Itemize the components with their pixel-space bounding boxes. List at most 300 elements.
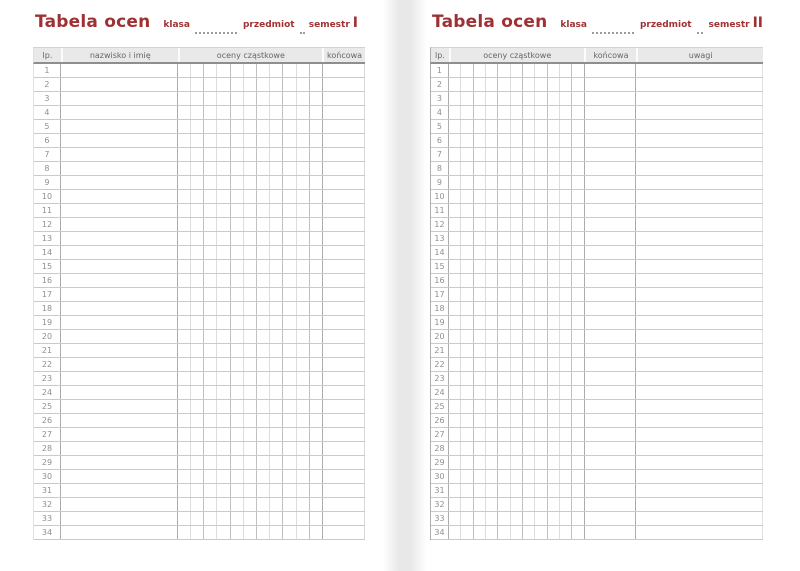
klasa-dotted-line [592, 32, 634, 34]
table-row [431, 470, 763, 484]
grade-cell [310, 190, 322, 203]
grade-cell [548, 78, 560, 91]
grade-cell [204, 344, 217, 357]
grade-cell [486, 288, 498, 301]
grade-cell [461, 498, 473, 511]
grade-cell [231, 358, 244, 371]
grade-cell [572, 148, 583, 161]
grade-cell [244, 512, 257, 525]
grade-cell [204, 470, 217, 483]
grade-cell [523, 512, 535, 525]
grade-cell [511, 204, 523, 217]
row-number-cell: 21 [34, 344, 61, 357]
grade-cell [297, 78, 310, 91]
grade-cell [560, 358, 572, 371]
grade-cell [498, 260, 510, 273]
grade-cell [461, 414, 473, 427]
grade-cell [270, 204, 283, 217]
name-cell [61, 484, 178, 497]
grade-cell [283, 64, 296, 77]
grade-cell [560, 470, 572, 483]
grade-cell [283, 106, 296, 119]
grade-cell [560, 218, 572, 231]
remarks-cell [636, 288, 763, 301]
grades-cell [449, 386, 584, 399]
remarks-cell [636, 498, 763, 511]
grade-cell [461, 134, 473, 147]
row-number-cell: 19 [431, 316, 449, 329]
name-cell [61, 302, 178, 315]
grades-cell [449, 470, 584, 483]
final-grade-cell [322, 148, 365, 161]
grades-cell [449, 176, 584, 189]
grade-cell [217, 470, 230, 483]
grade-cell [191, 400, 204, 413]
grade-cell [297, 316, 310, 329]
final-grade-cell [322, 176, 365, 189]
grades-cell [449, 232, 584, 245]
row-number-cell: 6 [431, 134, 449, 147]
row-number-cell: 9 [431, 176, 449, 189]
final-grade-cell [584, 134, 637, 147]
name-cell [61, 134, 178, 147]
grades-cell [178, 162, 323, 175]
grade-cell [535, 386, 547, 399]
name-cell [61, 442, 178, 455]
grade-cell [310, 260, 322, 273]
grade-cell [191, 120, 204, 133]
grade-cell [535, 190, 547, 203]
grade-cell [191, 344, 204, 357]
klasa-dotted-line [195, 32, 237, 34]
grade-cell [283, 372, 296, 385]
grade-cell [461, 162, 473, 175]
grade-cell [270, 288, 283, 301]
grades-cell [449, 204, 584, 217]
grade-cell [511, 288, 523, 301]
grade-cell [548, 498, 560, 511]
grade-cell [204, 512, 217, 525]
grade-cell [244, 470, 257, 483]
grades-cell [178, 64, 323, 77]
grade-cell [523, 162, 535, 175]
grade-cell [297, 64, 310, 77]
grade-cell [535, 358, 547, 371]
grade-cell [204, 526, 217, 539]
grade-cell [535, 64, 547, 77]
grade-cell [297, 92, 310, 105]
name-cell [61, 288, 178, 301]
final-grade-cell [322, 470, 365, 483]
grade-cell [297, 218, 310, 231]
grades-cell [449, 92, 584, 105]
grade-cell [270, 372, 283, 385]
name-cell [61, 274, 178, 287]
table-row [34, 456, 365, 470]
row-number-cell: 30 [431, 470, 449, 483]
grade-cell [257, 64, 270, 77]
grade-cell [204, 484, 217, 497]
final-grade-cell [322, 120, 365, 133]
grade-cell [486, 246, 498, 259]
grade-cell [474, 358, 486, 371]
grade-cell [257, 428, 270, 441]
grade-cell [231, 92, 244, 105]
grade-cell [548, 218, 560, 231]
grade-cell [486, 498, 498, 511]
row-number-cell: 33 [34, 512, 61, 525]
grade-cell [535, 274, 547, 287]
grade-cell [178, 414, 191, 427]
grade-cell [217, 358, 230, 371]
grade-cell [511, 120, 523, 133]
grade-cell [449, 176, 461, 189]
grade-cell [270, 456, 283, 469]
grade-cell [257, 176, 270, 189]
grade-cell [498, 288, 510, 301]
grade-cell [231, 218, 244, 231]
row-number-cell: 10 [34, 190, 61, 203]
grade-cell [231, 274, 244, 287]
grade-cell [244, 246, 257, 259]
grade-cell [217, 386, 230, 399]
grade-cell [310, 442, 322, 455]
grade-cell [461, 526, 473, 539]
grade-cell [449, 260, 461, 273]
grade-cell [297, 176, 310, 189]
grades-cell [178, 120, 323, 133]
grade-cell [244, 442, 257, 455]
grade-cell [449, 120, 461, 133]
grade-cell [449, 484, 461, 497]
table-row [431, 330, 763, 344]
grade-cell [244, 148, 257, 161]
grade-cell [535, 498, 547, 511]
table-row [34, 484, 365, 498]
name-cell [61, 64, 178, 77]
name-cell [61, 526, 178, 539]
grade-cell [449, 162, 461, 175]
grade-cell [257, 218, 270, 231]
row-number-cell: 34 [431, 526, 449, 539]
row-number-cell: 7 [431, 148, 449, 161]
grade-cell [283, 260, 296, 273]
grade-cell [231, 106, 244, 119]
grade-cell [191, 302, 204, 315]
table-row [431, 162, 763, 176]
grade-cell [449, 204, 461, 217]
grade-cell [231, 162, 244, 175]
table-row [34, 288, 365, 302]
grade-cell [217, 232, 230, 245]
grade-cell [297, 470, 310, 483]
grade-cell [204, 442, 217, 455]
grade-cell [244, 162, 257, 175]
grade-cell [283, 274, 296, 287]
grade-cell [310, 106, 322, 119]
grade-cell [191, 204, 204, 217]
grade-cell [511, 512, 523, 525]
grade-cell [449, 498, 461, 511]
final-grade-cell [584, 386, 637, 399]
grades-cell [449, 456, 584, 469]
grade-cell [461, 330, 473, 343]
grade-cell [257, 232, 270, 245]
name-cell [61, 162, 178, 175]
grade-cell [310, 92, 322, 105]
grade-cell [511, 358, 523, 371]
grade-cell [231, 470, 244, 483]
grade-cell [244, 400, 257, 413]
grade-cell [560, 78, 572, 91]
row-number-cell: 14 [431, 246, 449, 259]
page-left [33, 0, 365, 571]
grades-cell [449, 190, 584, 203]
final-grade-cell [322, 302, 365, 315]
grade-cell [474, 372, 486, 385]
grade-cell [486, 64, 498, 77]
grade-cell [283, 218, 296, 231]
grade-cell [204, 148, 217, 161]
grade-cell [297, 442, 310, 455]
final-grade-cell [584, 400, 637, 413]
grade-cell [572, 414, 583, 427]
row-number-cell: 12 [34, 218, 61, 231]
grades-cell [449, 484, 584, 497]
grades-cell [449, 372, 584, 385]
grade-cell [283, 428, 296, 441]
header-cell-final: końcowa [322, 48, 365, 62]
table-row [431, 414, 763, 428]
grade-cell [283, 92, 296, 105]
grade-cell [560, 316, 572, 329]
grade-cell [461, 120, 473, 133]
grade-cell [486, 134, 498, 147]
grade-cell [257, 386, 270, 399]
grade-cell [204, 120, 217, 133]
grade-cell [486, 442, 498, 455]
final-grade-cell [584, 414, 637, 427]
table-row [431, 358, 763, 372]
final-grade-cell [584, 442, 637, 455]
grade-cell [523, 78, 535, 91]
grade-cell [560, 456, 572, 469]
grade-cell [461, 386, 473, 399]
grade-cell [548, 106, 560, 119]
grade-cell [244, 204, 257, 217]
grade-cell [270, 330, 283, 343]
grades-cell [178, 400, 323, 413]
grade-cell [486, 484, 498, 497]
final-grade-cell [584, 316, 637, 329]
grade-cell [498, 64, 510, 77]
remarks-cell [636, 428, 763, 441]
grade-cell [310, 512, 322, 525]
table-row [34, 470, 365, 484]
grade-cell [523, 330, 535, 343]
grades-cell [178, 274, 323, 287]
grade-cell [511, 442, 523, 455]
grade-cell [231, 526, 244, 539]
table-row [34, 400, 365, 414]
table-row [431, 148, 763, 162]
grade-cell [486, 302, 498, 315]
grade-cell [560, 106, 572, 119]
grade-cell [474, 512, 486, 525]
grade-cell [511, 484, 523, 497]
final-grade-cell [584, 204, 637, 217]
name-cell [61, 456, 178, 469]
row-number-cell: 25 [431, 400, 449, 413]
table-row [34, 92, 365, 106]
table-row [34, 414, 365, 428]
grade-cell [191, 512, 204, 525]
row-number-cell: 16 [431, 274, 449, 287]
final-grade-cell [322, 288, 365, 301]
grade-cell [297, 190, 310, 203]
grades-cell [178, 302, 323, 315]
grade-cell [535, 176, 547, 189]
grade-cell [461, 204, 473, 217]
grade-cell [178, 288, 191, 301]
name-cell [61, 512, 178, 525]
grade-cell [449, 148, 461, 161]
grade-cell [244, 386, 257, 399]
grade-cell [548, 190, 560, 203]
grade-cell [572, 316, 583, 329]
table-row [431, 316, 763, 330]
grade-cell [231, 386, 244, 399]
grade-cell [498, 344, 510, 357]
name-cell [61, 204, 178, 217]
final-grade-cell [322, 498, 365, 511]
name-cell [61, 232, 178, 245]
grade-cell [270, 414, 283, 427]
remarks-cell [636, 400, 763, 413]
grade-cell [231, 316, 244, 329]
grade-cell [283, 414, 296, 427]
table-row [431, 288, 763, 302]
name-cell [61, 246, 178, 259]
row-number-cell: 21 [431, 344, 449, 357]
final-grade-cell [322, 106, 365, 119]
table-row [431, 134, 763, 148]
grade-cell [257, 358, 270, 371]
grades-cell [449, 260, 584, 273]
grade-cell [217, 428, 230, 441]
grade-cell [191, 106, 204, 119]
grade-cell [511, 470, 523, 483]
grade-cell [257, 498, 270, 511]
grades-cell [178, 106, 323, 119]
grade-cell [297, 288, 310, 301]
grade-cell [297, 274, 310, 287]
grade-cell [572, 162, 583, 175]
name-cell [61, 470, 178, 483]
row-number-cell: 32 [34, 498, 61, 511]
grade-cell [191, 274, 204, 287]
row-number-cell: 26 [431, 414, 449, 427]
final-grade-cell [322, 78, 365, 91]
grade-cell [449, 456, 461, 469]
grade-cell [560, 92, 572, 105]
grade-cell [572, 92, 583, 105]
grade-cell [217, 484, 230, 497]
grade-cell [498, 400, 510, 413]
name-cell [61, 218, 178, 231]
klasa-label: klasa [163, 20, 190, 30]
grade-cell [461, 400, 473, 413]
grade-cell [572, 190, 583, 203]
grade-cell [486, 372, 498, 385]
grade-cell [217, 274, 230, 287]
grade-cell [204, 260, 217, 273]
grade-cell [178, 162, 191, 175]
final-grade-cell [584, 78, 637, 91]
grade-cell [498, 134, 510, 147]
table-row [431, 64, 763, 78]
grade-cell [486, 470, 498, 483]
grade-cell [204, 288, 217, 301]
grade-cell [191, 414, 204, 427]
grade-cell [486, 358, 498, 371]
grade-cell [511, 498, 523, 511]
grade-cell [498, 232, 510, 245]
grade-cell [535, 302, 547, 315]
grade-cell [486, 316, 498, 329]
grade-cell [297, 302, 310, 315]
grade-cell [231, 148, 244, 161]
grade-cell [548, 260, 560, 273]
row-number-cell: 13 [34, 232, 61, 245]
grade-cell [204, 106, 217, 119]
grade-cell [270, 512, 283, 525]
semestr-value: II [752, 15, 763, 31]
table-row [34, 176, 365, 190]
grade-cell [498, 274, 510, 287]
final-grade-cell [584, 344, 637, 357]
grade-cell [572, 484, 583, 497]
grade-cell [178, 120, 191, 133]
grade-cell [449, 190, 461, 203]
grade-cell [461, 148, 473, 161]
grade-cell [449, 316, 461, 329]
table-row [34, 344, 365, 358]
grade-cell [204, 190, 217, 203]
grade-cell [474, 302, 486, 315]
final-grade-cell [584, 428, 637, 441]
grade-cell [178, 78, 191, 91]
grade-cell [270, 232, 283, 245]
grade-cell [217, 134, 230, 147]
grade-cell [474, 162, 486, 175]
grade-cell [498, 358, 510, 371]
grades-cell [449, 512, 584, 525]
grade-cell [270, 176, 283, 189]
grade-cell [560, 190, 572, 203]
row-number-cell: 26 [34, 414, 61, 427]
table-row [431, 498, 763, 512]
grade-cell [498, 386, 510, 399]
grades-cell [178, 316, 323, 329]
final-grade-cell [322, 260, 365, 273]
grade-cell [486, 232, 498, 245]
grade-cell [204, 386, 217, 399]
grade-cell [523, 288, 535, 301]
grade-cell [449, 330, 461, 343]
grade-cell [217, 204, 230, 217]
grade-cell [257, 106, 270, 119]
